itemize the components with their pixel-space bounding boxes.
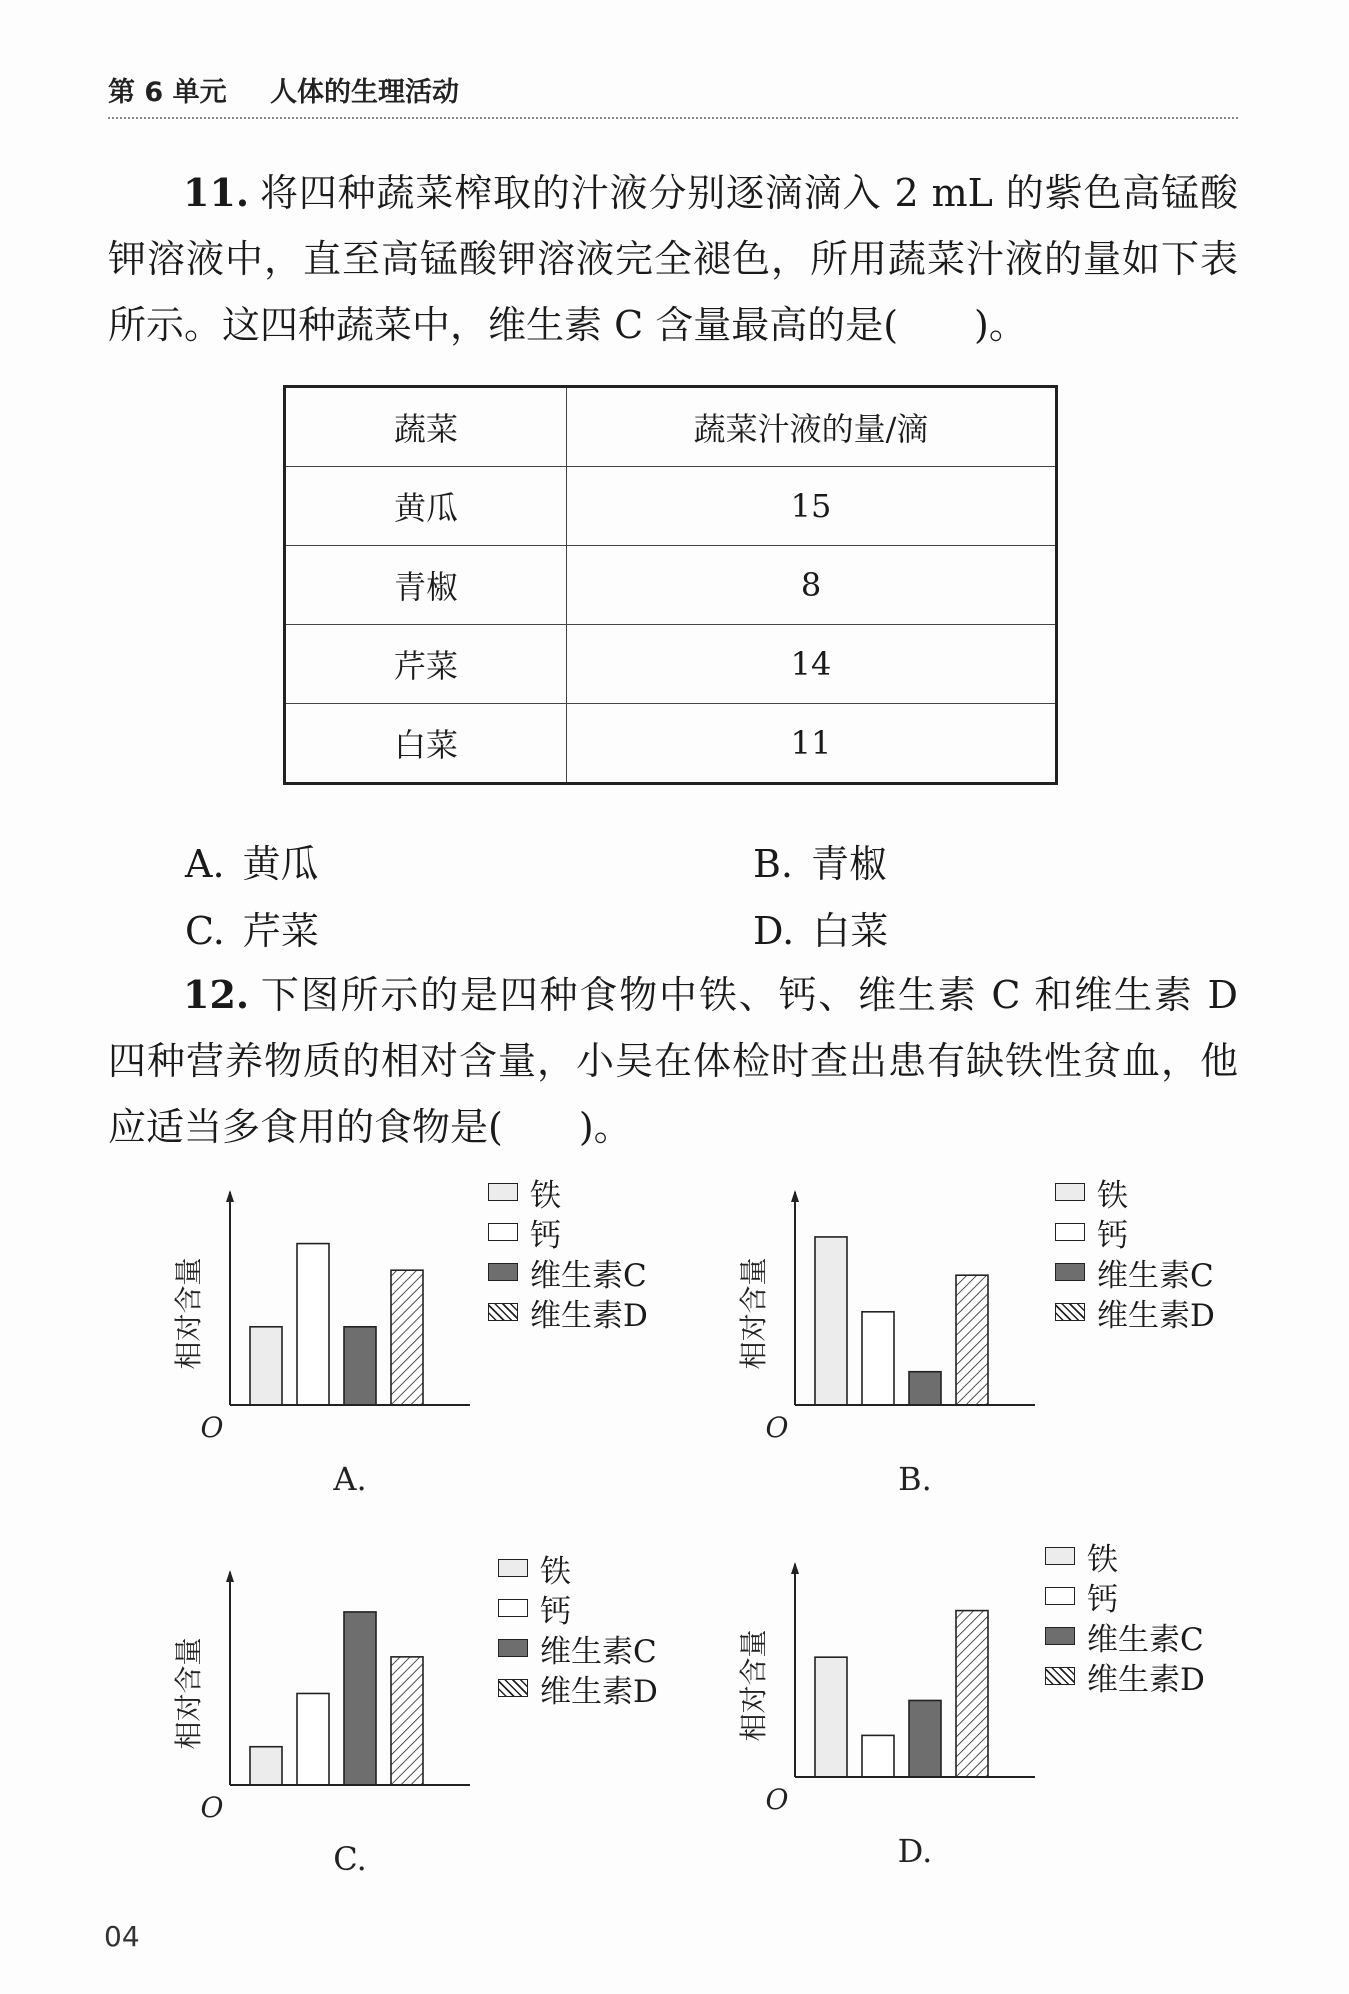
option-text: 白菜 (812, 909, 889, 953)
legend-label: 维生素C (530, 1257, 647, 1294)
iron-swatch (1045, 1547, 1075, 1565)
table-header-row (285, 387, 1057, 467)
legend-item-vitamin-c (1055, 1252, 1215, 1292)
page-number: 04 (104, 1920, 140, 1953)
legend-item-vitamin-d (1055, 1292, 1215, 1332)
vitamin-c-swatch (1055, 1263, 1085, 1281)
bar-iron (815, 1657, 847, 1777)
y-axis-label: 相对含量 (737, 1629, 770, 1742)
bar-chart-svg (150, 1560, 490, 1890)
option-label: D. (753, 909, 795, 953)
bar-vitamin-c (909, 1372, 941, 1405)
bar-vitamin-d (391, 1657, 423, 1785)
table-cell: 15 (567, 467, 1057, 546)
legend-item-calcium (1045, 1576, 1205, 1616)
question-text: 将四种蔬菜榨取的汁液分别逐滴滴入 2 mL 的紫色高锰酸钾溶液中，直至高锰酸钾溶液完全褪色，所用蔬菜汁液的量如下表所示。这四种蔬菜中，维生素 C 含量最高的是( )。 (108, 171, 1238, 347)
legend-label: 铁 (540, 1553, 571, 1590)
legend-label: 钙 (1087, 1581, 1118, 1618)
calcium-swatch (488, 1223, 518, 1241)
table-cell: 8 (567, 546, 1057, 625)
question-12 (108, 962, 1238, 1160)
bar-calcium (862, 1735, 894, 1777)
question-11 (108, 160, 1238, 358)
bar-iron (815, 1237, 847, 1405)
axis-arrow-icon (226, 1570, 234, 1582)
iron-swatch (498, 1559, 528, 1577)
legend-item-vitamin-d (498, 1668, 658, 1708)
chart-b (715, 1180, 1055, 1510)
legend-label: 维生素D (1087, 1661, 1205, 1698)
option-c[interactable] (185, 900, 319, 955)
legend-item-iron (488, 1172, 648, 1212)
legend-item-vitamin-c (488, 1252, 648, 1292)
table-header-cell: 蔬菜汁液的量/滴 (567, 387, 1057, 467)
bar-vitamin-c (909, 1700, 941, 1777)
table-header-cell: 蔬菜 (285, 387, 567, 467)
table-row (285, 467, 1057, 546)
vitamin-d-swatch (1045, 1667, 1075, 1685)
table-cell: 白菜 (285, 704, 567, 784)
bar-vitamin-d (391, 1270, 423, 1405)
legend-item-vitamin-c (1045, 1616, 1205, 1656)
option-a[interactable] (185, 833, 319, 888)
legend-label: 钙 (1097, 1217, 1128, 1254)
table-cell: 芹菜 (285, 625, 567, 704)
vitamin-d-swatch (498, 1679, 528, 1697)
axis-arrow-icon (226, 1190, 234, 1202)
legend-label: 维生素C (1087, 1621, 1204, 1658)
vitamin-c-swatch (1045, 1627, 1075, 1645)
legend-label: 钙 (540, 1593, 571, 1630)
legend-a (488, 1172, 648, 1332)
vitamin-d-swatch (488, 1303, 518, 1321)
legend-item-calcium (1055, 1212, 1215, 1252)
bar-vitamin-d (956, 1611, 988, 1777)
table-cell: 黄瓜 (285, 467, 567, 546)
iron-swatch (488, 1183, 518, 1201)
vitamin-c-swatch (498, 1639, 528, 1657)
bar-iron (250, 1747, 282, 1785)
legend-label: 钙 (530, 1217, 561, 1254)
option-b[interactable] (753, 833, 887, 888)
bar-calcium (297, 1244, 329, 1405)
bar-vitamin-c (344, 1327, 376, 1405)
iron-swatch (1055, 1183, 1085, 1201)
vitamin-d-swatch (1055, 1303, 1085, 1321)
legend-item-calcium (498, 1588, 658, 1628)
bar-vitamin-d (956, 1275, 988, 1405)
y-axis-label: 相对含量 (172, 1637, 205, 1750)
bar-chart-svg (150, 1180, 490, 1510)
legend-label: 维生素D (530, 1297, 648, 1334)
option-label: B. (753, 842, 794, 886)
option-text: 黄瓜 (242, 842, 319, 886)
bar-calcium (862, 1312, 894, 1405)
table-row (285, 625, 1057, 704)
y-axis-label: 相对含量 (172, 1257, 205, 1370)
legend-d (1045, 1536, 1205, 1696)
table-cell: 14 (567, 625, 1057, 704)
legend-label: 铁 (1097, 1177, 1128, 1214)
legend-label: 维生素C (540, 1633, 657, 1670)
legend-label: 维生素D (1097, 1297, 1215, 1334)
bar-chart-svg (715, 1180, 1055, 1510)
vitamin-c-swatch (488, 1263, 518, 1281)
legend-label: 铁 (530, 1177, 561, 1214)
question-number: 12. (183, 972, 250, 1017)
origin-label: O (200, 1411, 224, 1444)
legend-label: 维生素D (540, 1673, 658, 1710)
page-header (108, 70, 1238, 119)
origin-label: O (765, 1783, 789, 1816)
chart-d (715, 1552, 1055, 1882)
y-axis-label: 相对含量 (737, 1257, 770, 1370)
legend-label: 铁 (1087, 1541, 1118, 1578)
chart-option-label: C. (333, 1840, 367, 1878)
table-row (285, 546, 1057, 625)
option-label: C. (185, 909, 225, 953)
origin-label: O (200, 1791, 224, 1824)
question-text: 下图所示的是四种食物中铁、钙、维生素 C 和维生素 D 四种营养物质的相对含量，小吴在体检时查出患有缺铁性贫血，他应适当多食用的食物是( )。 (108, 973, 1238, 1149)
chart-option-label: D. (897, 1832, 933, 1870)
table-row (285, 704, 1057, 784)
legend-item-iron (1045, 1536, 1205, 1576)
table-cell: 青椒 (285, 546, 567, 625)
legend-item-iron (1055, 1172, 1215, 1212)
legend-item-vitamin-d (488, 1292, 648, 1332)
chart-option-label: B. (898, 1460, 932, 1498)
chart-option-label: A. (333, 1460, 367, 1498)
question-number: 11. (183, 170, 250, 215)
legend-b (1055, 1172, 1215, 1332)
option-d[interactable] (753, 900, 888, 955)
chart-a (150, 1180, 490, 1510)
bar-calcium (297, 1693, 329, 1785)
legend-label: 维生素C (1097, 1257, 1214, 1294)
chart-c (150, 1560, 490, 1890)
bar-vitamin-c (344, 1612, 376, 1785)
legend-item-calcium (488, 1212, 648, 1252)
legend-item-vitamin-c (498, 1628, 658, 1668)
option-label: A. (185, 842, 225, 886)
calcium-swatch (1045, 1587, 1075, 1605)
legend-c (498, 1548, 658, 1708)
calcium-swatch (1055, 1223, 1085, 1241)
vegetable-table (283, 385, 1058, 785)
bar-chart-svg (715, 1552, 1055, 1882)
table-cell: 11 (567, 704, 1057, 784)
unit-label: 第 6 单元 (108, 77, 227, 108)
legend-item-iron (498, 1548, 658, 1588)
bar-iron (250, 1327, 282, 1405)
unit-title: 人体的生理活动 (270, 77, 459, 108)
legend-item-vitamin-d (1045, 1656, 1205, 1696)
origin-label: O (765, 1411, 789, 1444)
option-text: 芹菜 (242, 909, 319, 953)
axis-arrow-icon (791, 1190, 799, 1202)
calcium-swatch (498, 1599, 528, 1617)
option-text: 青椒 (811, 842, 888, 886)
axis-arrow-icon (791, 1562, 799, 1574)
